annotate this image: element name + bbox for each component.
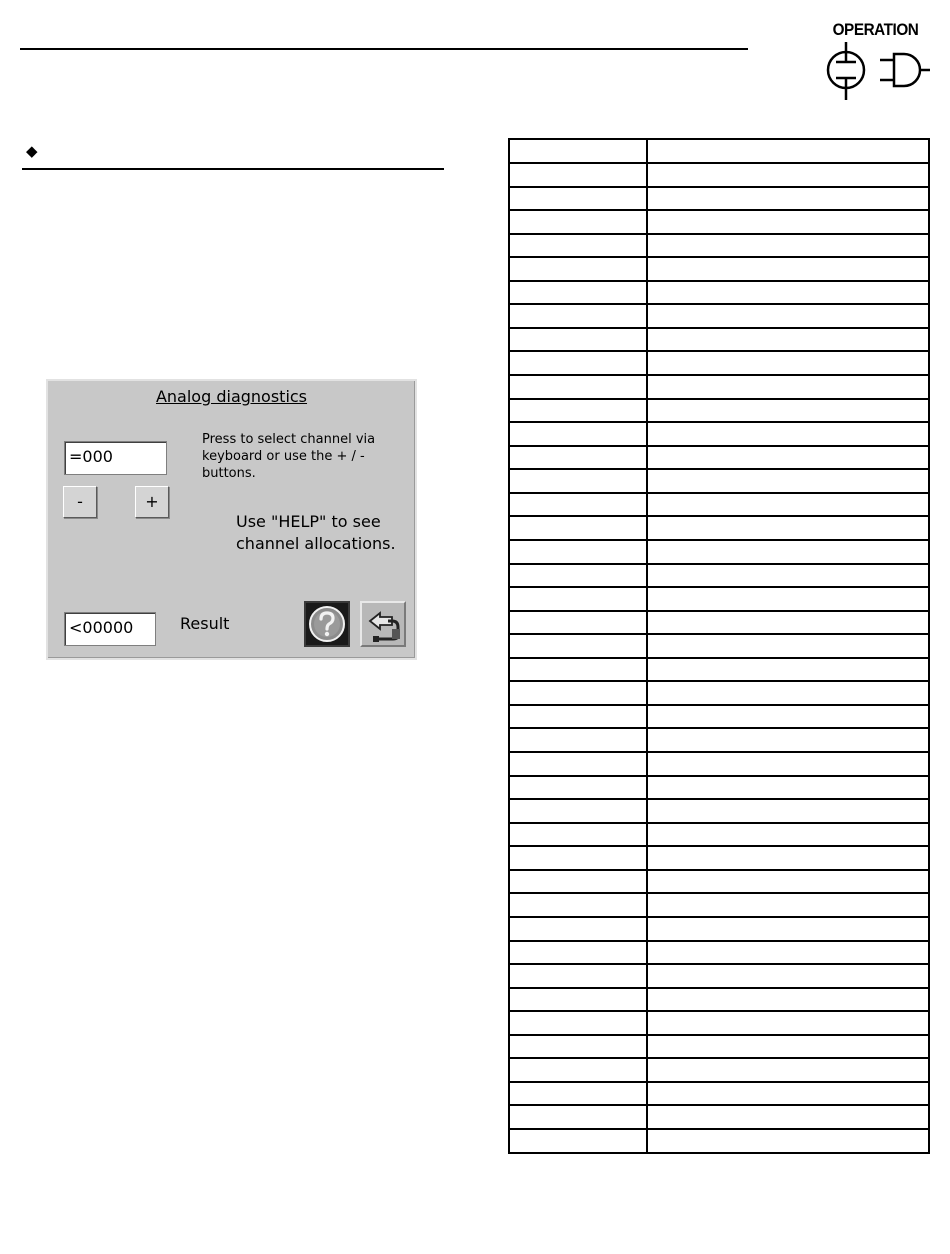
table-row <box>510 869 928 871</box>
help-button[interactable] <box>304 601 350 647</box>
table-row <box>510 704 928 706</box>
channel-allocation-table <box>508 138 930 1154</box>
table-row <box>510 916 928 918</box>
table-row <box>510 1010 928 1012</box>
table-row <box>510 657 928 659</box>
help-icon <box>306 603 348 645</box>
table-row <box>510 445 928 447</box>
section-rule <box>22 168 444 170</box>
table-row <box>510 492 928 494</box>
table-row <box>510 987 928 989</box>
table-row <box>510 398 928 400</box>
dialog-title: Analog diagnostics <box>155 387 308 406</box>
table-row <box>510 892 928 894</box>
back-icon <box>362 603 404 645</box>
table-row <box>510 350 928 352</box>
table-row <box>510 751 928 753</box>
table-row <box>510 468 928 470</box>
analog-diagnostics-dialog <box>46 379 417 660</box>
table-row <box>510 940 928 942</box>
table-row <box>510 374 928 376</box>
table-row <box>510 233 928 235</box>
table-row <box>510 1104 928 1106</box>
table-row <box>510 1081 928 1083</box>
operation-logo <box>826 20 936 102</box>
table-row <box>510 1128 928 1130</box>
table-row <box>510 421 928 423</box>
help-hint: Use "HELP" to see channel allocations. <box>236 512 396 553</box>
table-row <box>510 1034 928 1036</box>
operation-symbol-icon <box>826 42 936 102</box>
table-row <box>510 610 928 612</box>
operation-logo-text: OPERATION <box>832 20 919 39</box>
section-bullet-icon: ◆ <box>26 143 38 160</box>
table-row <box>510 209 928 211</box>
decrement-button[interactable]: - <box>63 486 97 518</box>
table-row <box>510 303 928 305</box>
table-row <box>510 515 928 517</box>
table-row <box>510 539 928 541</box>
table-row <box>510 256 928 258</box>
table-row <box>510 1057 928 1059</box>
result-label: Result <box>180 614 230 633</box>
table-row <box>510 280 928 282</box>
table-row <box>510 327 928 329</box>
table-row <box>510 727 928 729</box>
table-row <box>510 775 928 777</box>
back-button[interactable] <box>360 601 406 647</box>
table-row <box>510 680 928 682</box>
table-row <box>510 563 928 565</box>
table-row <box>510 963 928 965</box>
channel-input[interactable]: =000 <box>64 441 167 475</box>
table-row <box>510 633 928 635</box>
channel-select-hint: Press to select channel via keyboard or use the + / - buttons. <box>202 432 376 481</box>
table-row <box>510 845 928 847</box>
table-row <box>510 586 928 588</box>
result-field: <00000 <box>64 612 156 646</box>
table-row <box>510 822 928 824</box>
table-row <box>510 162 928 164</box>
increment-button[interactable]: + <box>135 486 169 518</box>
table-row <box>510 798 928 800</box>
header-rule <box>20 48 748 50</box>
table-column-divider <box>646 140 648 1152</box>
table-row <box>510 186 928 188</box>
